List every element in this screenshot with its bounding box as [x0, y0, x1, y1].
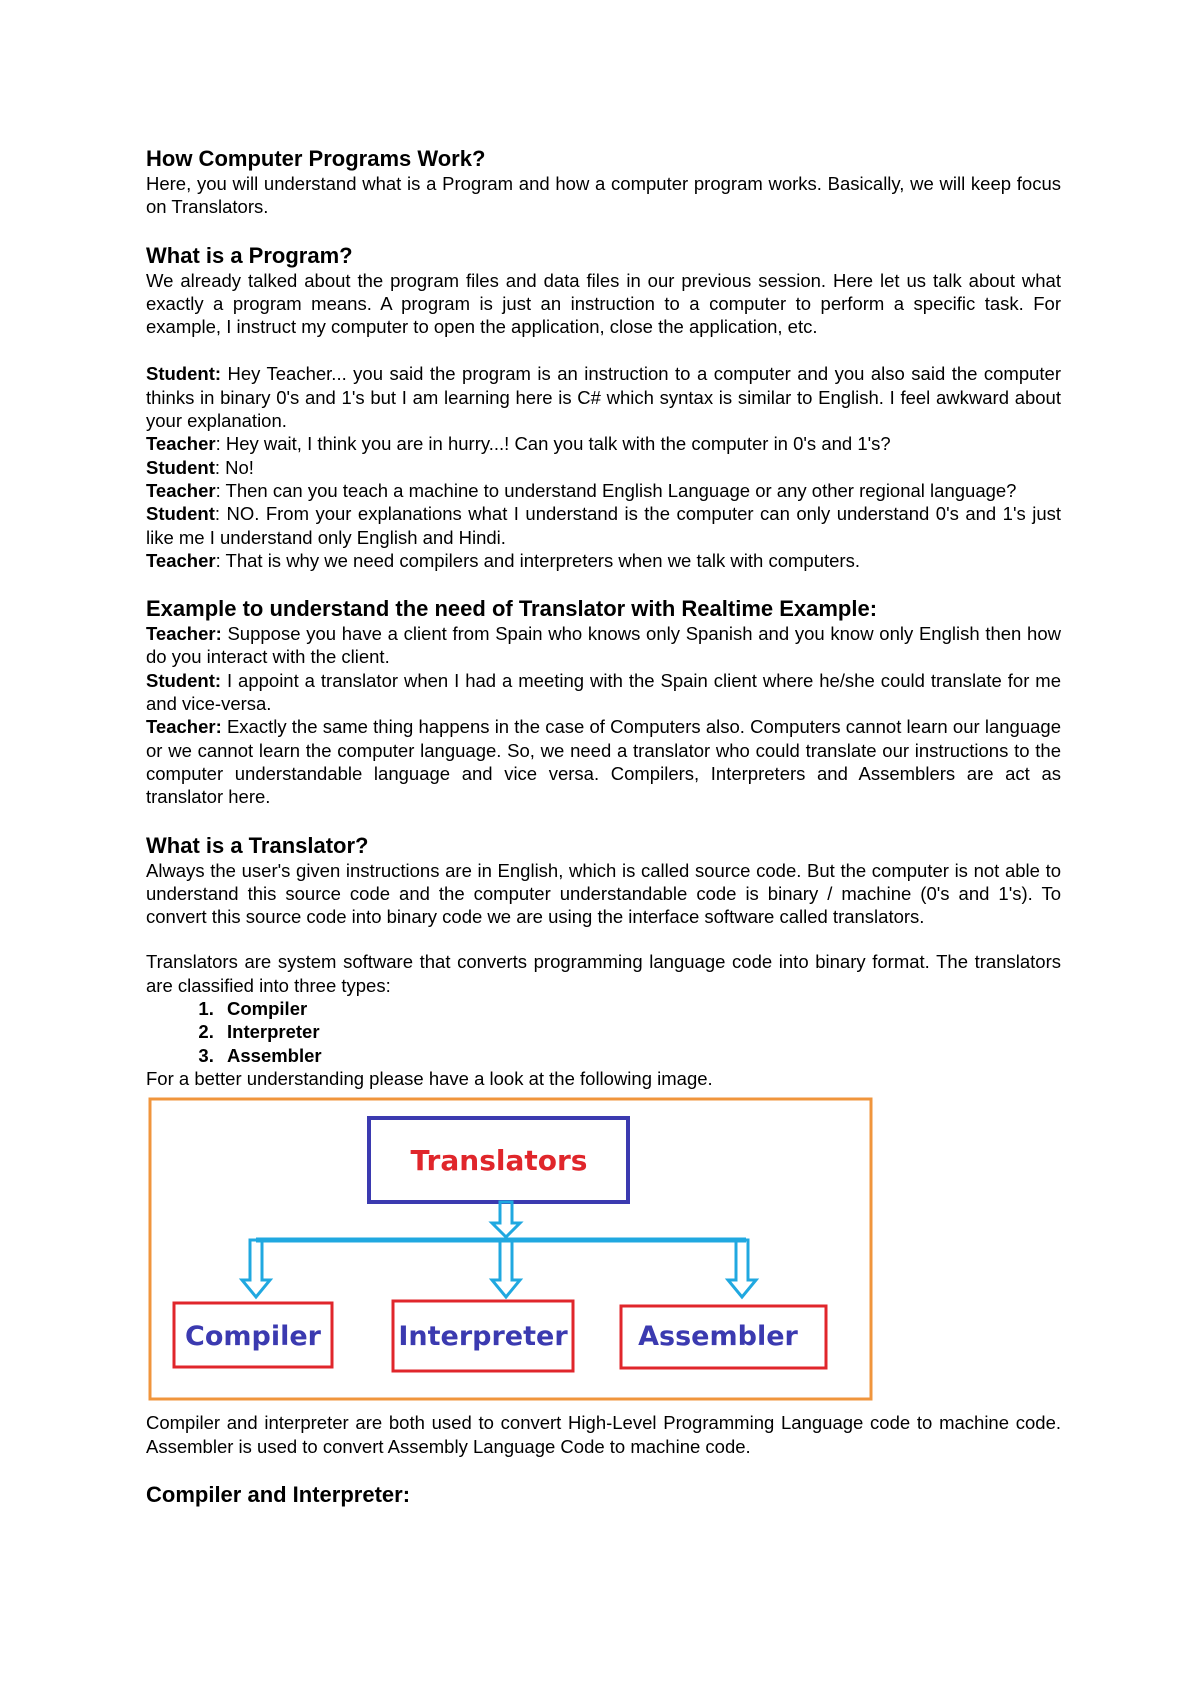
dialogue-line — [146, 622, 1061, 669]
compiler-interpreter-paragraph: Compiler and interpreter are both used to convert High-Level Programming Language code to machine code. Assembler is used to convert Assembly Language Code to machine code. — [146, 1412, 1061, 1457]
speaker-label: Teacher — [146, 433, 216, 455]
dialogue-line — [146, 432, 1061, 455]
translator-paragraph-1: Always the user's given instructions are in English, which is called source code. But the computer is not able to understand this source code and the computer understandable code is binary / machine (0's and 1's). To convert this source code into binary code we are using the interface software called translators. — [146, 859, 1061, 928]
dialogue-text: : No! — [214, 456, 254, 478]
translator-paragraph-2: Translators are system software that converts programming language code into binary format. The translators are classified into three types: — [146, 951, 1061, 996]
speaker-label: Student: — [146, 669, 222, 691]
dialogue-line — [146, 549, 1061, 572]
dialogue-text: Exactly the same thing happens in the case of Computers also. Computers cannot learn our language or we cannot learn the computer language. So, we need a translator who could translate our instructions to the computer understandable language and vice versa. Compilers, Interpreters and Assemblers are act as translator here. — [146, 716, 1061, 808]
dialogue-line — [146, 669, 1061, 716]
program-paragraph: We already talked about the program files and data files in our previous session. Here let us talk about what exactly a program means. A program is just an instruction to a computer to perform a specific task. For example, I instruct my computer to open the application, close the application, etc. — [146, 269, 1061, 338]
speaker-label: Student — [146, 503, 215, 525]
child-label-assembler: Assembler — [638, 1321, 798, 1353]
speaker-label: Teacher: — [146, 716, 222, 738]
document-content — [146, 146, 1061, 1508]
translators-diagram-svg — [146, 1096, 876, 1403]
child-label-interpreter: Interpreter — [398, 1321, 568, 1353]
dialogue-text: : Hey wait, I think you are in hurry...! Can you talk with the computer in 0's and 1's? — [215, 433, 891, 455]
dialogue-line — [146, 502, 1061, 549]
arrow-to-assembler — [728, 1240, 756, 1297]
intro-paragraph: Here, you will understand what is a Program and how a computer program works. Basically, we will keep focus on Translators. — [146, 173, 1061, 218]
heading-what-is-translator: What is a Translator? — [146, 832, 369, 858]
speaker-label: Teacher — [146, 479, 216, 501]
arrow-to-compiler — [242, 1240, 270, 1297]
dialogue-text: : NO. From your explanations what I understand is the computer can only understand 0's and 1's just like me I understand only English and Hindi. — [146, 503, 1061, 548]
speaker-label: Student — [146, 456, 215, 478]
heading-compiler-interpreter: Compiler and Interpreter: — [146, 1481, 411, 1507]
dialogue-block-1 — [146, 362, 1061, 572]
figure-intro-text: For a better understanding please have a look at the following image. — [146, 1067, 713, 1089]
dialogue-line — [146, 456, 1061, 479]
dialogue-line — [146, 479, 1061, 502]
dialogue-line — [146, 715, 1061, 808]
arrow-to-interpreter — [492, 1240, 520, 1297]
dialogue-text: Hey Teacher... you said the program is an instruction to a computer and you also said the computer thinks in binary 0's and 1's but I am learning here is C# which syntax is similar to English. I feel awkward about your explanation. — [146, 363, 1061, 432]
heading-translator-example: Example to understand the need of Translator with Realtime Example: — [146, 596, 878, 622]
arrow-root-down — [492, 1202, 520, 1237]
child-label-compiler: Compiler — [185, 1321, 321, 1353]
dialogue-text: : Then can you teach a machine to understand English Language or any other regional language? — [215, 479, 1017, 501]
speaker-label: Student: — [146, 363, 222, 385]
translator-types-list — [146, 997, 1061, 1067]
dialogue-block-2 — [146, 622, 1061, 808]
dialogue-text: I appoint a translator when I had a meeting with the Spain client where he/she could translate for me and vice-versa. — [146, 669, 1061, 715]
list-item: 1. Compiler — [219, 997, 1061, 1020]
heading-how-programs-work: How Computer Programs Work? — [146, 146, 486, 171]
speaker-label: Teacher — [146, 549, 216, 571]
list-item: 3. Assembler — [219, 1044, 1061, 1067]
translators-diagram — [146, 1096, 876, 1403]
heading-what-is-program: What is a Program? — [146, 242, 353, 268]
list-item: 2. Interpreter — [219, 1020, 1061, 1043]
dialogue-line — [146, 362, 1061, 432]
speaker-label: Teacher: — [146, 623, 222, 645]
dialogue-text: Suppose you have a client from Spain who knows only Spanish and you know only English then how do you interact with the client. — [146, 623, 1061, 668]
dialogue-text: : That is why we need compilers and interpreters when we talk with computers. — [215, 549, 860, 571]
root-label: Translators — [410, 1144, 588, 1178]
